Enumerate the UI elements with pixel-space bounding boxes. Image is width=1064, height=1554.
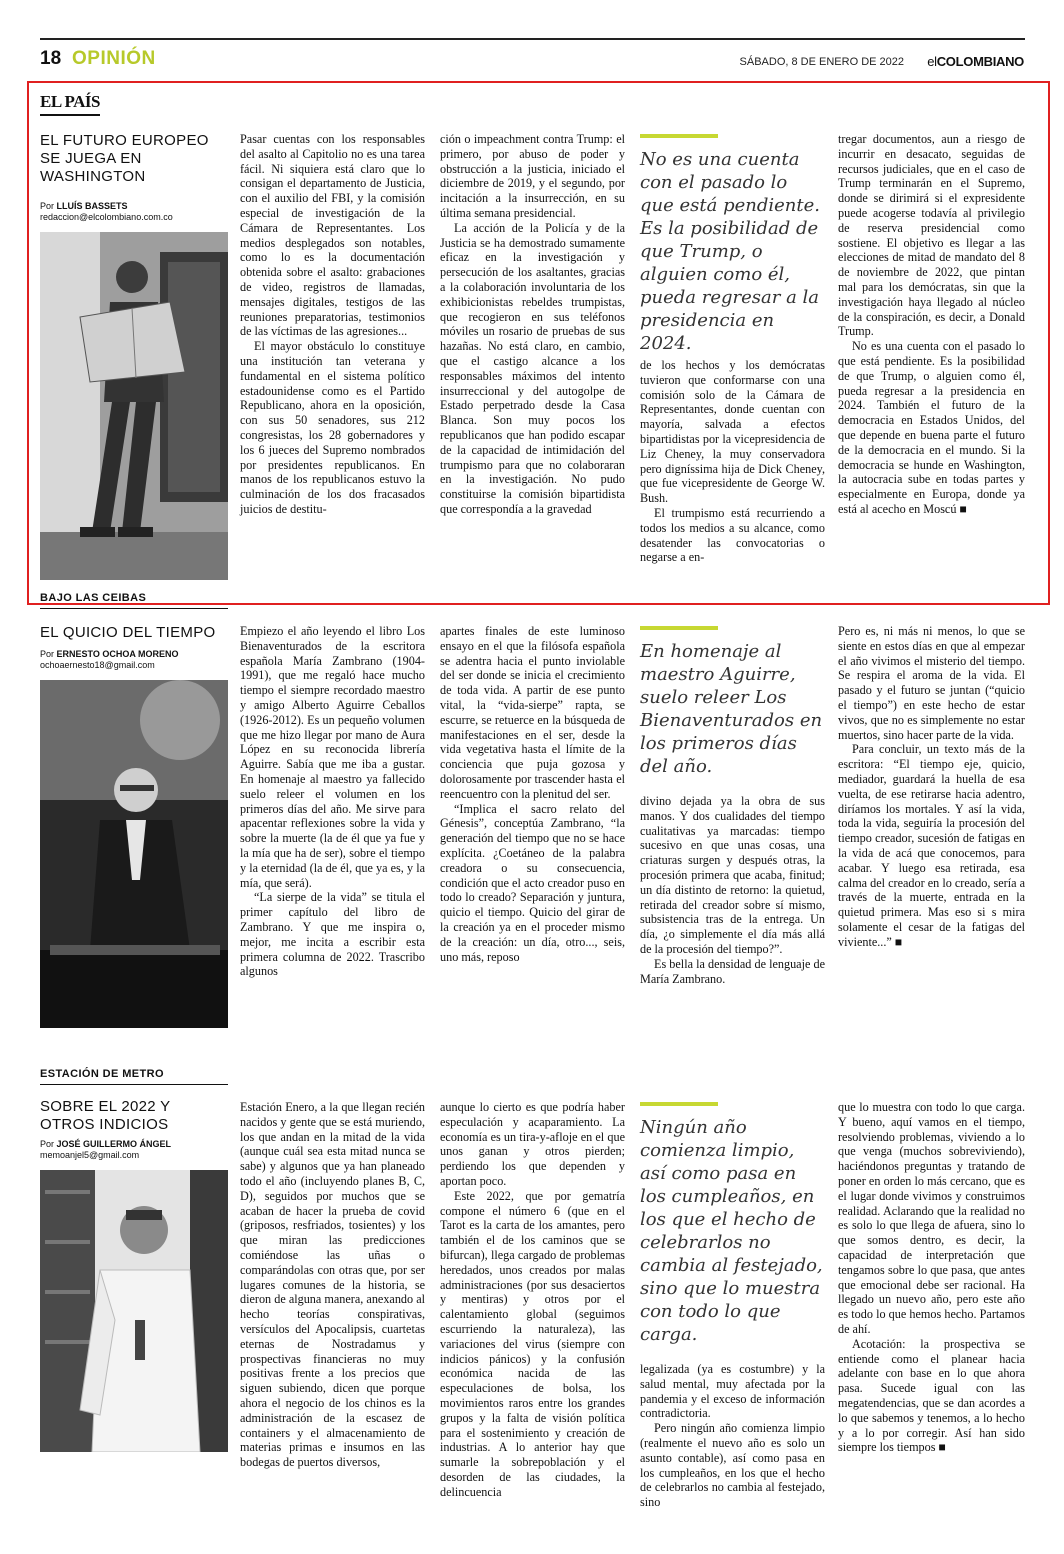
edition-date: SÁBADO, 8 DE ENERO DE 2022 [739,56,904,68]
page-number: 18 [40,48,62,69]
article-column-3 [640,1362,825,1510]
article-column-4 [838,132,1025,517]
author-name: LLUÍS BASSETS [56,201,128,211]
paragraph: Estación Enero, a la que llegan recién nacidos y gente que se está muriendo, los que andan en la mitad de la vida (aunque cuál sea esta mitad nunca se sabe) y algunos que ya han planeado todo el año (incluyendo planes B, C, D), seguidos por muchos que se acaban de hacer la prueba de covid (griposos, resfriados, tosientes) y los que miran las predicciones comiéndose las uñas o comparándolas con otras que, por ser lugares comunes de la historia, se dieron de alguna manera, anexando al hecho teorías conspirativas, versículos del Apocalipsis, cuartetas eternas de Nostradamus y prospectivas financieras no muy positivas frente a los precios que siguen subiendo, dicen que porque ahora el negocio de los chinos es la administración de la escasez de containers y el almacenamiento de materias primas e insumos en las bodegas de puertos diversos, [240,1100,425,1470]
section-title: OPINIÓN [72,48,156,69]
el-pais-masthead: EL PAÍS [40,92,100,116]
kicker-rule [40,1084,228,1085]
article-byline [40,648,179,660]
article-column-1 [240,1100,425,1470]
byline-prefix: Por [40,201,55,211]
paragraph: Pero ningún año comienza limpio (realmente el nuevo año es solo un asunto contable), así como pasa en los cumpleaños, en los que el hecho de celebrarlos no cambia al festejado, sino [640,1421,825,1510]
article-column-2 [440,1100,625,1500]
article-column-2 [440,132,625,517]
article-column-4 [838,624,1025,950]
byline-prefix: Por [40,1139,55,1149]
article-column-1 [240,132,425,517]
paragraph: “Implica el sacro relato del Génesis”, conceptúa Zambrano, “la generación del tiempo que no se hace explícita. ¿Coetáneo de la palabra creadora o su consecuencia, condición que el acto creador puso en todo lo creado? Separación y juntura, quicio el tiempo. Quicio del girar de la creación ya en el proceder mismo de la creación: un día, otro..., seis, uno más, reposo [440,801,625,964]
kicker-rule [40,608,228,609]
author-name: JOSÉ GUILLERMO ÁNGEL [56,1139,172,1149]
paragraph: legalizada (ya es costumbre) y la salud mental, muy afectada por la pandemia y el exceso de información contradictoria. [640,1362,825,1421]
paragraph: El trumpismo está recurriendo a todos los medios a su alcance, como desatender las convocatorias o negarse a en- [640,505,825,565]
paragraph: Este 2022, que por gematría compone el número 6 (que en el Tarot es la carta de los amantes, pero también el de los caminos que se bifurcan), llega cargado de problemas heredados, unos creados por malas administraciones (por sus desaciertos y mentiras) y otros por el calentamiento global (seguimos escurriendo la naturaleza), las variaciones del virus (siempre con indicios pánicos) y la confusión económica nacida de las especulaciones de bolsa, los movimientos raros entre los grandes grupos y la falta de visión política para el sostenimiento y creación de industrias. A lo anterior hay que sumarle la sobrepoblación y el desorden de las ciudades, la delincuencia [440,1188,625,1499]
paragraph: tregar documentos, aun a riesgo de incurrir en desacato, seguidas de recursos judiciales, que en el caso de Trump terminarán en el Supremo, donde se dirimirá si el expresidente puede acogerse todavía al privilegio de reserva presidencial como sostiene. El objetivo es llegar a las elecciones de mitad de mandato del 8 de noviembre de 2022, que pintan mal para los demócratas, sin que la investigación haya llegado al núcleo de la conspiración, es decir, a Donald Trump. [838,132,1025,339]
pull-quote-bar [640,134,718,138]
paragraph: Pasar cuentas con los responsables del asalto al Capitolio no es una tarea fácil. Ni siquiera está claro que lo consigan el departamento de Justicia, con el auxilio del FBI, y la comisión especial de investigación de la Cámara de Representantes. Los medios desplegados son notables, como lo es la documentación obtenida sobre el asalto: grabaciones de video, registros de llamadas, mensajes digitales, testigos de las reuniones preparatorias, testimonios de las víctimas de las agresiones... [240,132,425,339]
paragraph: divino dejada ya la obra de sus manos. Y dos cualidades del tiempo cualitativas ya marcadas: tiempo sucesivo en que unas cosas, una criaturas surgen y después otras, la procesión primera que acaba, finitud; un día distinto de retorno: la quietud, retirada del creador sobre sí mismo, subsistencia tras de la entrega. Un día, ¿o simplemente el día más allá de la procesión del tiempo?”. [640,794,825,956]
paragraph: Acotación: la prospectiva se entiende como el planear hacia adelante con base en lo que ahora pasa. Sucede igual con las megatendencias, que se dan acordes a lo que sabemos y tenemos, a lo hecho y a lo por corregir. Así han sido siempre los tiempos ■ [838,1336,1025,1455]
author-name: ERNESTO OCHOA MORENO [56,649,179,659]
article-byline [40,200,128,212]
article-title: EL QUICIO DEL TIEMPO [40,624,216,641]
header-rule [40,38,1025,40]
paragraph: aunque lo cierto es que podría haber especulación y acaparamiento. La economía es un tira-y-afloje en el que unos ganan y otros pierden; perdiendo los que dependen y aportan poco. [440,1100,625,1188]
byline-prefix: Por [40,649,55,659]
brand-prefix: el [927,54,937,69]
paragraph: Pero es, ni más ni menos, lo que se siente en estos días en que al empezar el año vivimos el misterio del tiempo. Se respira el aroma de la vida. El pasado y el futuro se juntan (“quicio el tiempo”) en este hecho de estar vivos, que no es simplemente no estar muertos, sino hacer parte de la vida. [838,624,1025,742]
article-title: EL FUTURO EUROPEO SE JUEGA EN WASHINGTON [40,132,209,185]
paragraph: No es una cuenta con el pasado lo que está pendiente. Es la posibilidad de que Trump, o alguien como él, pueda regresar a la presidencia en 2024. También el futuro de la democracia en Estados Unidos, del que depende en buena parte el futuro de la democracia en el mundo. Si la democracia se hunde en Washington, la autocracia sube en todas partes y especialmente en Europa, donde ya está al acecho en Moscú ■ [838,339,1025,516]
paragraph: ción o impeachment contra Trump: el primero, por abuso de poder y obstrucción a la justicia, iniciado el diciembre de 2019, y el segundo, por incitación a la insurrección, en su última semana presidencial. [440,132,625,220]
article-column-1 [240,624,425,979]
article-column-2 [440,624,625,964]
paragraph: La acción de la Policía y de la Justicia se ha demostrado sumamente eficaz en la investigación y persecución de los asaltantes, gracias a la colaboración involuntaria de los exhibicionistas rebeldes trumpistas, que recogieron en sus teléfonos móviles un rosario de pruebas de sus hazañas. No está claro, en cambio, que el castigo alcance a los responsables máximos del intento insurreccional y del autogolpe de Estado perpetrado desde la Casa Blanca. Son muy pocos los republicanos que han podido escapar de la capacidad de intimidación del trumpismo para que no colaboraran en la investigación. No pudo constituirse la comisión bipartidista que correspondía a la gravedad [440,220,625,516]
pull-quote: En homenaje al maestro Aguirre, suelo releer Los Bienaventurados en los primeros días del año. [640,641,823,777]
pull-quote: Ningún año comienza limpio, así como pasa en los cumpleaños, en los que el hecho de celebrarlos no cambia al festejado, sino que lo muestra con todo lo que carga. [640,1117,823,1345]
man-standing-bookshelves-portrait-icon [40,1170,228,1452]
paragraph: de los hechos y los demócratas tuvieron que conformarse con una comisión solo de la Cámara de Representantes, donde cuentan con mayoría, salvada a efectos bipartidistas por la vicepresidencia de Liz Cheney, la muy conservadora pero digníssima hija de Dick Cheney, que fue vicepresidente de George W. Bush. [640,358,825,506]
paragraph: El mayor obstáculo lo constituye una institución tan veterana y fundamental en el sistema político estadounidense como es el Partido Republicano, ahora en la oposición, con sus 50 senadores, sus 212 congresistas, los 28 gobernadores y los 6 jueces del Supremo nombrados por presidentes republicanos. En manos de los republicanos estuvo la culminación de los dos fracasados juicios de destitu- [240,339,425,516]
brand-name: COLOMBIANO [936,54,1024,69]
article-column-4 [838,1100,1025,1455]
pull-quote-bar [640,1102,718,1106]
author-email[interactable]: redaccion@elcolombiano.com.co [40,212,173,222]
article-title: SOBRE EL 2022 Y OTROS INDICIOS [40,1098,171,1133]
paragraph: Es bella la densidad de lenguaje de María Zambrano. [640,956,825,986]
article-column-3 [640,794,825,986]
paragraph: apartes finales de este luminoso ensayo en el que la filósofa española se adentra hacia el punto inviolable del ser donde se inicia el crecimiento de toda vida. A partir de ese punto vital, la “vida-sierpe” rapta, se escurre, se retuerce en la búsqueda de manifestaciones en el ser, desde la vida vegetativa hasta el límite de la conciencia que puja gozosa y dolorosamente por trascender hasta el reencuentro con la plenitud del ser. [440,624,625,801]
author-email[interactable]: memoanjel5@gmail.com [40,1150,140,1160]
pull-quote: No es una cuenta con el pasado lo que está pendiente. Es la posibilidad de que Trump, o alguien como él, pueda regresar a la presidencia en 2024. [640,149,820,354]
paragraph: “La sierpe de la vida” se titula el primer capítulo del libro de Zambrano. Y que me inspira o, mejor, me incita a escribir esta primera columna de 2022. Trascribo algunos [240,890,425,979]
man-reading-newspaper-statue-icon [40,232,228,580]
column-kicker: BAJO LAS CEIBAS [40,592,147,604]
brand-logo [927,54,1024,69]
paragraph: Empiezo el año leyendo el libro Los Bienaventurados de la escritora española María Zambrano (1904-1991), que me regaló hace mucho tiempo el siempre recordado maestro y amigo Alberto Aguirre Ceballos (1926-2012). Es un pequeño volumen que me hizo llegar por mano de Aura López en su reconocida librería Aguirre. Sabía que me iba a gustar. En homenaje al maestro ya fallecido suelo releer el volumen en los primeros días del año. Me sirve para apacentar reflexiones sobre la vida y sobre la muerte (la de él que ya fue y la mía que ha de ser), sobre el tiempo y la eternidad (la de él, que ya es, y la mía, que será). [240,624,425,890]
column-kicker: ESTACIÓN DE METRO [40,1068,164,1080]
paragraph: Para concluir, un texto más de la escritora: “El tiempo eje, quicio, mediador, guardará la huella de esa vuelta, de ese retirarse hacia adentro, diríamos los mortales. Y así la vida, toda la vida, seguiría la procesión del tiempo creador, sucesión de fatigas en la vida de acá que conocemos, para acabar. Y luego esa retirada, esa calma del creador en lo creado, sería a través de la muerte, entrada en la quietud primera. Mas eso si s mira solamente el cesar de la fatigas del viviente...” ■ [838,742,1025,949]
author-email[interactable]: ochoaernesto18@gmail.com [40,660,155,670]
man-seated-portrait-icon [40,680,228,1028]
paragraph: que lo muestra con todo lo que carga. Y bueno, aquí vamos en el tiempo, resolviendo problemas, viviendo a lo que venga (muchos sobreviviendo), haciéndonos preguntas y tratando de poner en orden lo más cercano, que es el lugar donde vivimos y construimos realidad. Aclarando que la realidad no es solo lo que llega de afuera, sino lo que somos dentro, es decir, la capacidad de interpretación que tengamos sobre lo que pasa, que antes que emocional debe ser racional. Ha llegado un nuevo año, pero este año es todo lo que hemos hecho. Partamos de ahí. [838,1100,1025,1336]
article-byline [40,1138,171,1150]
article-column-3 [640,358,825,565]
pull-quote-bar [640,626,718,630]
